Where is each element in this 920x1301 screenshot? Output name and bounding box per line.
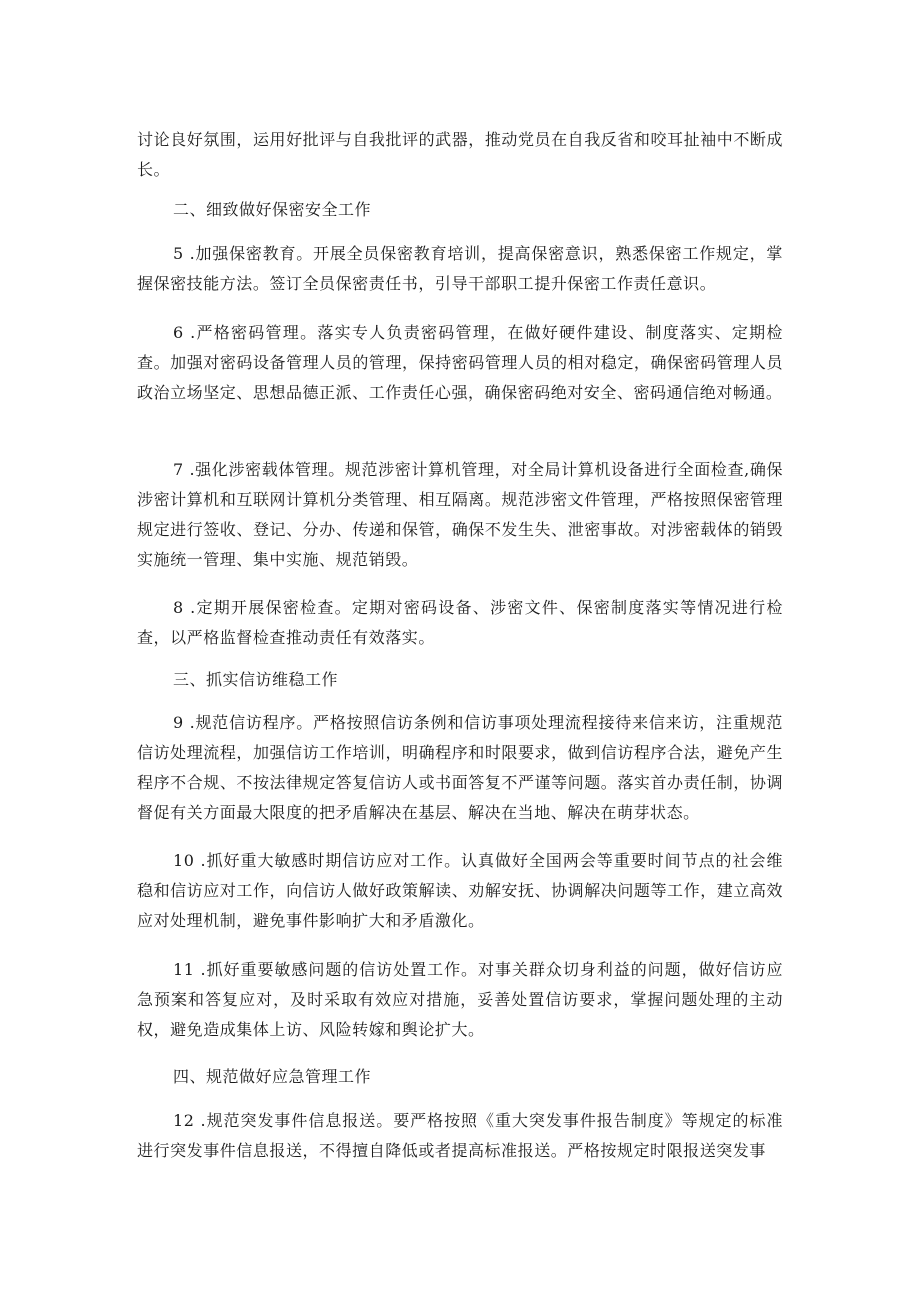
paragraph-item-12: 12 .规范突发事件信息报送。要严格按照《重大突发事件报告制度》等规定的标准进行突发事件信息报送，不得擅自降低或者提高标准报送。严格按规定时限报送突发事 — [137, 1111, 783, 1160]
section-heading-2: 二、细致做好保密安全工作 — [173, 200, 372, 219]
paragraph-continuation: 讨论良好氛围，运用好批评与自我批评的武器，推动党员在自我反省和咬耳扯袖中不断成长。 — [137, 130, 783, 179]
section-heading-4: 四、规范做好应急管理工作 — [173, 1067, 372, 1086]
paragraph-item-5: 5 .加强保密教育。开展全员保密教育培训，提高保密意识，熟悉保密工作规定，掌握保密技能方法。签订全员保密责任书，引导干部职工提升保密工作责任意识。 — [137, 244, 783, 293]
section-heading-3: 三、抓实信访维稳工作 — [173, 670, 339, 689]
paragraph-item-6: 6 .严格密码管理。落实专人负责密码管理，在做好硬件建设、制度落实、定期检查。加强对密码设备管理人员的管理，保持密码管理人员的相对稳定，确保密码管理人员政治立场坚定、思想品德正派、工作责任心强，确保密码绝对安全、密码通信绝对畅通。 — [137, 323, 783, 402]
paragraph-item-7: 7 .强化涉密载体管理。规范涉密计算机管理，对全局计算机设备进行全面检查,确保涉密计算机和互联网计算机分类管理、相互隔离。规范涉密文件管理，严格按照保密管理规定进行签收、登记、分办、传递和保管，确保不发生失、泄密事故。对涉密载体的销毁实施统一管理、集中实施、规范销毁。 — [137, 460, 783, 569]
paragraph-item-9: 9 .规范信访程序。严格按照信访条例和信访事项处理流程接待来信来访，注重规范信访处理流程，加强信访工作培训，明确程序和时限要求，做到信访程序合法，避免产生程序不合规、不按法律规定答复信访人或书面答复不严谨等问题。落实首办责任制，协调督促有关方面最大限度的把矛盾解决在基层、解决在当地、解决在萌芽状态。 — [137, 713, 783, 822]
paragraph-item-8: 8 .定期开展保密检查。定期对密码设备、涉密文件、保密制度落实等情况进行检查，以严格监督检查推动责任有效落实。 — [137, 598, 783, 647]
paragraph-item-10: 10 .抓好重大敏感时期信访应对工作。认真做好全国两会等重要时间节点的社会维稳和信访应对工作，向信访人做好政策解读、劝解安抚、协调解决问题等工作，建立高效应对处理机制，避免事件影响扩大和矛盾激化。 — [137, 851, 783, 930]
paragraph-item-11: 11 .抓好重要敏感问题的信访处置工作。对事关群众切身利益的问题，做好信访应急预案和答复应对，及时采取有效应对措施，妥善处置信访要求，掌握问题处理的主动权，避免造成集体上访、风险转嫁和舆论扩大。 — [137, 960, 783, 1039]
